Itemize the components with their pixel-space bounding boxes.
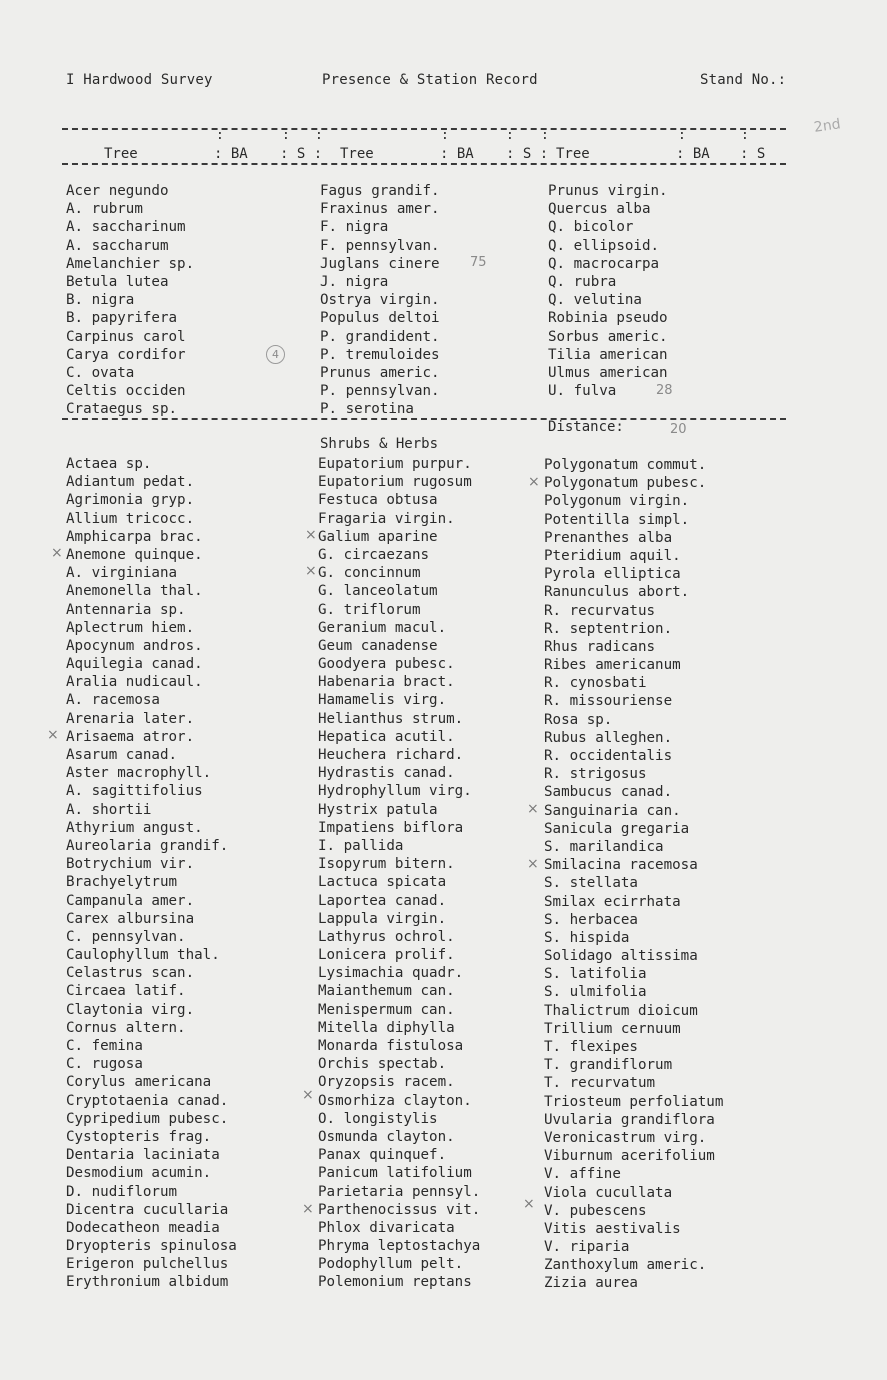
list-item: Polygonum virgin. (544, 493, 690, 510)
list-item: F. pennsylvan. (320, 237, 440, 254)
list-item: Q. rubra (548, 273, 617, 290)
list-item: Habenaria bract. (318, 674, 455, 691)
list-item: G. lanceolatum (318, 583, 438, 600)
list-item: Pyrola elliptica (544, 566, 681, 583)
list-item: V. pubescens (544, 1202, 647, 1219)
list-item: R. occidentalis (544, 748, 673, 764)
list-item: Polygonatum commut. (544, 457, 707, 473)
list-item: Polygonatum pubesc. (544, 475, 707, 492)
list-item: Erythronium albidum (66, 1274, 229, 1291)
list-item: Galium aparine (318, 528, 438, 545)
list-item: S. stellata (544, 875, 638, 892)
check-x-icon: × (47, 727, 59, 743)
list-item: Tilia american (548, 346, 668, 363)
list-item: Fagus grandif. (320, 183, 440, 199)
list-item: Aplectrum hiem. (66, 619, 195, 636)
pencil-note-4: 4 (266, 345, 285, 364)
list-item: Osmunda clayton. (318, 1128, 455, 1145)
list-item: Zizia aurea (544, 1275, 638, 1292)
list-item: Rosa sp. (544, 711, 613, 728)
list-item: Phryma leptostachya (318, 1238, 481, 1255)
list-item: Vitis aestivalis (544, 1220, 681, 1237)
list-item: A. virginiana (66, 565, 178, 582)
list-item: Heuchera richard. (318, 747, 464, 763)
list-item: Sorbus americ. (548, 328, 668, 345)
ba-header-3: : BA (676, 146, 710, 162)
list-item: Amelanchier sp. (66, 255, 195, 272)
list-item: Desmodium acumin. (66, 1165, 212, 1182)
list-item: Uvularia grandiflora (544, 1111, 715, 1128)
list-item: Eupatorium rugosum (318, 474, 472, 491)
distance-label: Distance: (548, 419, 624, 435)
list-item: T. recurvatum (544, 1075, 656, 1092)
list-item: F. nigra (320, 219, 389, 236)
list-item: C. ovata (66, 364, 135, 381)
herb-list-col3 (544, 456, 723, 1293)
list-item: C. rugosa (66, 1056, 143, 1073)
list-item: Geum canadense (318, 637, 438, 654)
list-item: Corylus americana (66, 1074, 212, 1091)
list-item: Rhus radicans (544, 638, 656, 655)
list-item: A. racemosa (66, 692, 160, 709)
list-item: Maianthemum can. (318, 983, 455, 1000)
list-item: Hamamelis virg. (318, 692, 447, 709)
list-item: Panicum latifolium (318, 1165, 472, 1182)
list-item: Rubus alleghen. (544, 729, 673, 746)
list-item: Carya cordifor (66, 346, 186, 363)
list-item: Agrimonia gryp. (66, 492, 195, 509)
list-item: Robinia pseudo (548, 310, 668, 327)
check-x-icon: × (51, 545, 63, 561)
list-item: Prunus americ. (320, 364, 440, 381)
list-item: Carpinus carol (66, 328, 186, 345)
tree-list-col2 (320, 182, 440, 418)
list-item: Smilacina racemosa (544, 857, 698, 874)
list-item: Viola cucullata (544, 1184, 673, 1201)
list-item: Oryzopsis racem. (318, 1074, 455, 1091)
list-item: Antennaria sp. (66, 601, 186, 618)
list-item: Ulmus american (548, 364, 668, 381)
list-item: B. papyrifera (66, 310, 178, 327)
list-item: Hystrix patula (318, 801, 438, 818)
list-item: Carex albursina (66, 910, 195, 927)
list-item: B. nigra (66, 292, 135, 309)
list-item: Fragaria virgin. (318, 510, 455, 527)
list-item: Festuca obtusa (318, 492, 438, 509)
list-item: Mitella diphylla (318, 1019, 455, 1036)
check-x-icon: × (302, 1201, 314, 1217)
list-item: S. marilandica (544, 838, 664, 855)
list-item: Q. bicolor (548, 219, 634, 236)
pencil-note-28: 28 (656, 383, 673, 398)
list-item: T. grandiflorum (544, 1057, 673, 1074)
list-item: Helianthus strum. (318, 710, 464, 727)
list-item: Fraxinus amer. (320, 201, 440, 218)
list-item: P. grandident. (320, 328, 440, 345)
list-item: A. saccharum (66, 237, 169, 254)
list-item: D. nudiflorum (66, 1183, 178, 1200)
list-item: Cystopteris frag. (66, 1128, 212, 1145)
survey-title: I Hardwood Survey (66, 72, 213, 88)
list-item: R. cynosbati (544, 675, 647, 692)
survey-form: I Hardwood Survey Presence & Station Record Stand No.: : : : : : : : : Tree : BA : S : Tree : BA : S : Tree : BA : S Acer negundo A. rubrum A. saccharinum A. saccharum Amelanchier sp. Betula lutea B. nigra B. papyrifera Carpinus carol Carya cordifor C. ovata Celtis occiden Crataegus sp. Fagus grandif. Fraxinus amer. F. nigra F. pennsylvan. Juglans cinere J. nigra Ostrya virgin. Populus deltoi P. grandident. P. tremuloides Prunus americ. P. pennsylvan. P. serotina Prunus virgin. Quercus alba Q. bicolor Q. ellipsoid. Q. macrocarpa Q. rubra Q. velutina Robinia pseudo Sorbus americ. Tilia american Ulmus american U. fulva Distance: Shrubs & Herbs Actaea sp. Adiantum pedat. Agrimonia gryp. Allium tricocc. Amphicarpa brac. Anemone quinque. A. virginiana Anemonella thal. Antennaria sp. Aplectrum hiem. Apocynum andros. Aquilegia canad. Aralia nudicaul. A. racemosa Arenaria later. Arisaema atror. Asarum canad. Aster macrophyll. A. sagittifolius A. shortii Athyrium angust. Aureolaria grandif. Botrychium vir. Brachyelytrum Campanula amer. Carex albursina C. pennsylvan. Caulophyllum thal. Celastrus scan. Circaea latif. Claytonia virg. Cornus altern. C. femina C. rugosa Corylus americana Cryptotaenia canad. Cypripedium pubesc. Cystopteris frag. Dentaria laciniata Desmodium acumin. D. nudiflorum Dicentra cucullaria Dodecatheon meadia Dryopteris spinulosa Erigeron pulchellus Erythronium albidum Eupatorium purpur. Eupatorium rugosum Festuca obtusa Fragaria virgin. Galium aparine G. circaezans G. concinnum G. lanceolatum G. triflorum Geranium macul. Geum canadense Goodyera pubesc. Habenaria bract. Hamamelis virg. Helianthus strum. Hepatica acutil. Heuchera richard. Hydrastis canad. Hydrophyllum virg. Hystrix patula Impatiens biflora I. pallida Isopyrum bitern. Lactuca spicata Laportea canad. Lappula virgin. Lathyrus ochrol. Lonicera prolif. Lysimachia quadr. Maianthemum can. Menispermum can. Mitella diphylla Monarda fistulosa Orchis spectab. Oryzopsis racem. Osmorhiza clayton. O. longistylis Osmunda clayton. Panax quinquef. Panicum latifolium Parietaria pennsyl. Parthenocissus vit. Phlox divaricata Phryma leptostachya Podophyllum pelt. Polemonium reptans Polygonatum commut. Polygonatum pubesc. Polygonum virgin. Potentilla simpl. Prenanthes alba Pteridium aquil. Pyrola elliptica Ranunculus abort. R. recurvatus R. septentrion. Rhus radicans Ribes americanum R. cynosbati R. missouriense Rosa sp. Rubus alleghen. R. occidentalis R. strigosus Sambucus canad. Sanguinaria can. Sanicula gregaria S. marilandica Smilacina racemosa S. stellata Smilax ecirrhata S. herbacea S. hispida Solidago altissima S. latifolia S. ulmifolia Thalictrum dioicum Trillium cernuum T. flexipes T. grandiflorum T. recurvatum Triosteum perfoliatum Uvularia grandiflora Veronicastrum virg. Viburnum acerifolium V. affine Viola cucullata V. pubescens Vitis aestivalis V. riparia Zanthoxylum americ. Zizia aurea 75 4 28 20 2nd × × × × × × × × × × (47, 72, 842, 1292)
list-item: Celtis occiden (66, 383, 186, 400)
list-item: Celastrus scan. (66, 965, 195, 982)
list-item: T. flexipes (544, 1039, 638, 1055)
list-item: Aster macrophyll. (66, 765, 212, 782)
list-item: Laportea canad. (318, 892, 447, 909)
tree-list-col1 (66, 182, 194, 418)
list-item: P. tremuloides (320, 346, 440, 363)
list-item: Dryopteris spinulosa (66, 1238, 237, 1255)
list-item: J. nigra (320, 273, 389, 290)
list-item: Thalictrum dioicum (544, 1002, 698, 1019)
herb-list-col1 (66, 455, 237, 1292)
list-item: Circaea latif. (66, 983, 186, 1000)
list-item: Q. ellipsoid. (548, 237, 660, 254)
list-item: Monarda fistulosa (318, 1038, 464, 1054)
list-item: V. riparia (544, 1239, 630, 1256)
dashed-rule-header (62, 163, 786, 165)
list-item: Potentilla simpl. (544, 511, 690, 528)
tree-header-1: Tree (104, 146, 138, 162)
list-item: Amphicarpa brac. (66, 528, 203, 545)
pencil-note-75: 75 (470, 255, 487, 270)
list-item: Prunus virgin. (548, 183, 668, 199)
list-item: Lysimachia quadr. (318, 965, 464, 982)
list-item: Osmorhiza clayton. (318, 1092, 472, 1109)
list-item: Allium tricocc. (66, 510, 195, 527)
list-item: Lonicera prolif. (318, 947, 455, 964)
list-item: Veronicastrum virg. (544, 1129, 707, 1146)
list-item: Hepatica acutil. (318, 728, 455, 745)
list-item: Anemone quinque. (66, 546, 203, 563)
list-item: Betula lutea (66, 273, 169, 290)
list-item: Aralia nudicaul. (66, 674, 203, 691)
list-item: Asarum canad. (66, 747, 178, 763)
list-item: Phlox divaricata (318, 1219, 455, 1236)
list-item: Parietaria pennsyl. (318, 1183, 481, 1200)
list-item: Dodecatheon meadia (66, 1219, 220, 1236)
list-item: C. pennsylvan. (66, 928, 186, 945)
check-x-icon: × (527, 801, 539, 817)
list-item: R. missouriense (544, 693, 673, 710)
list-item: P. pennsylvan. (320, 383, 440, 400)
stand-number-label: Stand No.: (700, 72, 787, 88)
list-item: Polemonium reptans (318, 1274, 472, 1291)
list-item: P. serotina (320, 401, 414, 418)
list-item: Caulophyllum thal. (66, 947, 220, 964)
list-item: R. strigosus (544, 766, 647, 783)
list-item: S. hispida (544, 929, 630, 946)
tree-list-col3 (548, 182, 668, 400)
list-item: Claytonia virg. (66, 1001, 195, 1018)
ba-header-1: : BA (214, 146, 248, 162)
list-item: Aquilegia canad. (66, 656, 203, 673)
tree-header-3: Tree (556, 146, 590, 162)
list-item: Panax quinquef. (318, 1147, 447, 1164)
list-item: Anemonella thal. (66, 583, 203, 600)
check-x-icon: × (527, 856, 539, 872)
list-item: R. septentrion. (544, 620, 673, 637)
list-item: Eupatorium purpur. (318, 456, 472, 472)
list-item: Botrychium vir. (66, 856, 195, 873)
list-item: Populus deltoi (320, 310, 440, 327)
dashed-rule-middle (62, 418, 786, 420)
tree-header-2: Tree (340, 146, 374, 162)
list-item: Cypripedium pubesc. (66, 1110, 229, 1127)
list-item: Sambucus canad. (544, 784, 673, 801)
list-item: Ranunculus abort. (544, 584, 690, 601)
list-item: Lathyrus ochrol. (318, 928, 455, 945)
list-item: Juglans cinere (320, 255, 440, 272)
s-header-3: : S (740, 146, 766, 162)
list-item: Arisaema atror. (66, 728, 195, 745)
list-item: Hydrophyllum virg. (318, 783, 472, 800)
list-item: Ribes americanum (544, 657, 681, 674)
check-x-icon: × (302, 1087, 314, 1103)
list-item: Q. macrocarpa (548, 255, 660, 272)
list-item: Sanicula gregaria (544, 820, 690, 837)
list-item: S. herbacea (544, 911, 638, 928)
check-x-icon: × (305, 563, 317, 579)
ba-header-2: : BA (440, 146, 474, 162)
list-item: C. femina (66, 1038, 143, 1054)
list-item: R. recurvatus (544, 602, 656, 619)
check-x-icon: × (523, 1196, 535, 1212)
list-item: Arenaria later. (66, 710, 195, 727)
list-item: A. saccharinum (66, 219, 186, 236)
list-item: Trillium cernuum (544, 1020, 681, 1037)
list-item: I. pallida (318, 837, 404, 854)
list-item: G. concinnum (318, 565, 421, 582)
list-item: Q. velutina (548, 292, 642, 309)
list-item: A. rubrum (66, 201, 143, 218)
list-item: Ostrya virgin. (320, 292, 440, 309)
list-item: S. latifolia (544, 966, 647, 983)
list-item: Sanguinaria can. (544, 802, 681, 819)
list-item: Triosteum perfoliatum (544, 1093, 724, 1110)
list-item: Aureolaria grandif. (66, 837, 229, 854)
list-item: Podophyllum pelt. (318, 1256, 464, 1273)
list-item: Isopyrum bitern. (318, 856, 455, 873)
list-item: Erigeron pulchellus (66, 1256, 229, 1273)
list-item: Quercus alba (548, 201, 651, 218)
list-item: V. affine (544, 1166, 621, 1183)
list-item: Goodyera pubesc. (318, 656, 455, 673)
list-item: Dentaria laciniata (66, 1147, 220, 1164)
list-item: Crataegus sp. (66, 401, 178, 418)
list-item: A. sagittifolius (66, 783, 203, 800)
s-header-2: : S : (506, 146, 549, 162)
list-item: Acer negundo (66, 183, 169, 199)
list-item: U. fulva (548, 383, 617, 400)
list-item: Hydrastis canad. (318, 765, 455, 782)
list-item: Menispermum can. (318, 1001, 455, 1018)
list-item: Apocynum andros. (66, 637, 203, 654)
list-item: G. circaezans (318, 546, 430, 563)
list-item: O. longistylis (318, 1110, 438, 1127)
list-item: Orchis spectab. (318, 1056, 447, 1073)
list-item: Adiantum pedat. (66, 474, 195, 491)
list-item: Viburnum acerifolium (544, 1148, 715, 1165)
shrubs-herbs-heading: Shrubs & Herbs (320, 436, 439, 452)
list-item: Solidago altissima (544, 948, 698, 965)
list-item: Athyrium angust. (66, 819, 203, 836)
list-item: Lappula virgin. (318, 910, 447, 927)
list-item: Impatiens biflora (318, 819, 464, 836)
list-item: Campanula amer. (66, 892, 195, 909)
list-item: Dicentra cucullaria (66, 1201, 229, 1218)
list-item: Cryptotaenia canad. (66, 1092, 229, 1109)
list-item: Geranium macul. (318, 619, 447, 636)
list-item: Actaea sp. (66, 456, 152, 472)
list-item: Lactuca spicata (318, 874, 447, 891)
pencil-note-20: 20 (670, 422, 687, 437)
list-item: Parthenocissus vit. (318, 1201, 481, 1218)
list-item: Cornus altern. (66, 1019, 186, 1036)
list-item: Smilax ecirrhata (544, 893, 681, 910)
check-x-icon: × (528, 474, 540, 490)
herb-list-col2 (318, 455, 480, 1292)
list-item: Pteridium aquil. (544, 547, 681, 564)
check-x-icon: × (305, 527, 317, 543)
pencil-note-corner: 2nd (813, 116, 842, 136)
list-item: Prenanthes alba (544, 529, 673, 546)
list-item: G. triflorum (318, 601, 421, 618)
list-item: S. ulmifolia (544, 984, 647, 1001)
list-item: A. shortii (66, 801, 152, 818)
s-header-1: : S : (280, 146, 323, 162)
record-title: Presence & Station Record (322, 72, 538, 88)
list-item: Brachyelytrum (66, 874, 178, 891)
list-item: Zanthoxylum americ. (544, 1257, 707, 1274)
